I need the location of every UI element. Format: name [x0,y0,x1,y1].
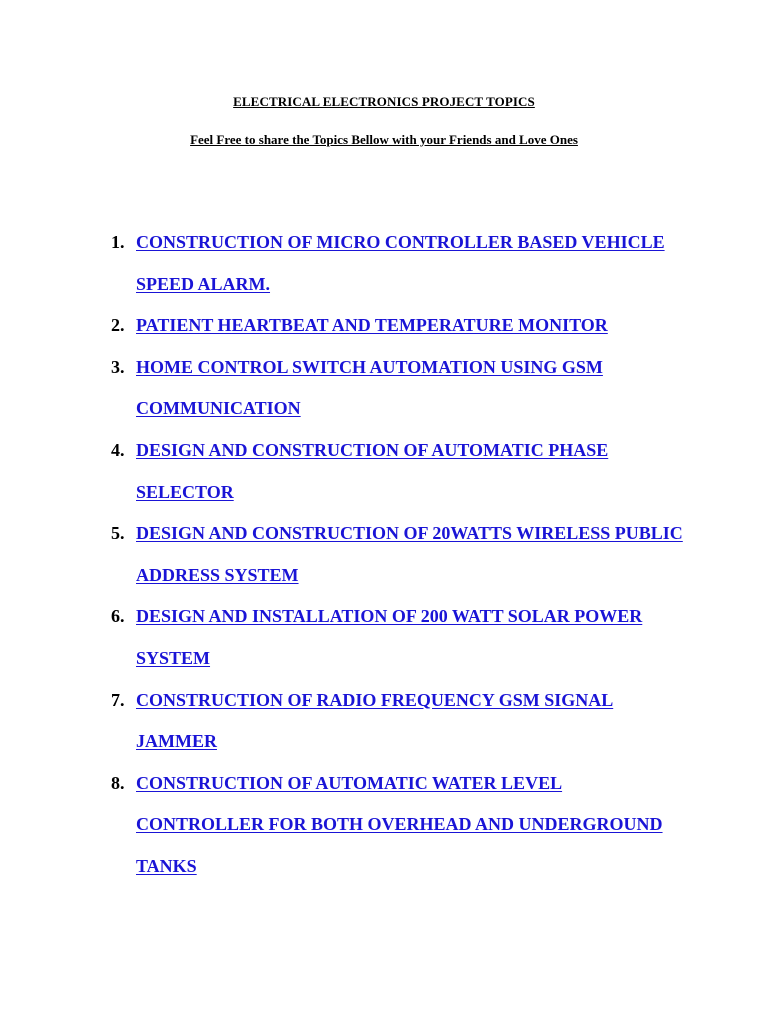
page-title: ELECTRICAL ELECTRONICS PROJECT TOPICS [233,94,535,109]
topic-list [0,222,768,888]
topic-number: 4. [111,439,125,460]
topic-text [136,222,696,305]
topic-number: 5. [111,523,125,544]
topic-link[interactable]: TANKS [136,855,197,876]
topic-text [136,305,696,347]
topic-link[interactable]: CONSTRUCTION OF AUTOMATIC WATER LEVEL [136,772,563,793]
topic-link[interactable]: HOME CONTROL SWITCH AUTOMATION USING GSM [136,356,603,377]
topic-link[interactable]: DESIGN AND CONSTRUCTION OF AUTOMATIC PHASE [136,439,609,460]
list-item [0,222,768,305]
topic-number: 7. [111,689,125,710]
topic-link[interactable]: SPEED ALARM. [136,273,271,294]
topic-link[interactable]: ADDRESS SYSTEM [136,564,299,585]
list-item [0,305,768,347]
list-item [0,347,768,430]
topic-text [136,763,696,888]
topic-link[interactable]: COMMUNICATION [136,398,301,419]
list-item [0,596,768,679]
topic-text [136,347,696,430]
topic-text [136,513,696,596]
topic-number: 3. [111,356,125,377]
list-item [0,763,768,888]
page-subtitle: Feel Free to share the Topics Bellow with your Friends and Love Ones [190,132,578,147]
topic-text [136,680,696,763]
topic-number: 2. [111,315,125,336]
topic-number: 8. [111,772,125,793]
list-item [0,430,768,513]
topic-link[interactable]: SYSTEM [136,647,211,668]
topic-link[interactable]: CONSTRUCTION OF MICRO CONTROLLER BASED VEHICLE [136,232,665,252]
topic-link[interactable]: PATIENT HEARTBEAT AND TEMPERATURE MONITOR [136,315,608,336]
topic-link[interactable]: CONTROLLER FOR BOTH OVERHEAD AND UNDERGROUND [136,814,663,835]
topic-link[interactable]: DESIGN AND INSTALLATION OF 200 WATT SOLAR POWER [136,606,643,627]
list-item [0,513,768,596]
topic-link[interactable]: DESIGN AND CONSTRUCTION OF 20WATTS WIRELESS PUBLIC [136,523,683,544]
topic-link[interactable]: CONSTRUCTION OF RADIO FREQUENCY GSM SIGNAL [136,689,614,710]
topic-text [136,430,696,513]
topic-link[interactable]: JAMMER [136,731,217,752]
topic-number: 6. [111,606,125,627]
list-item [0,680,768,763]
topic-number: 1. [111,232,125,252]
topic-text [136,596,696,679]
topic-link[interactable]: SELECTOR [136,481,234,502]
